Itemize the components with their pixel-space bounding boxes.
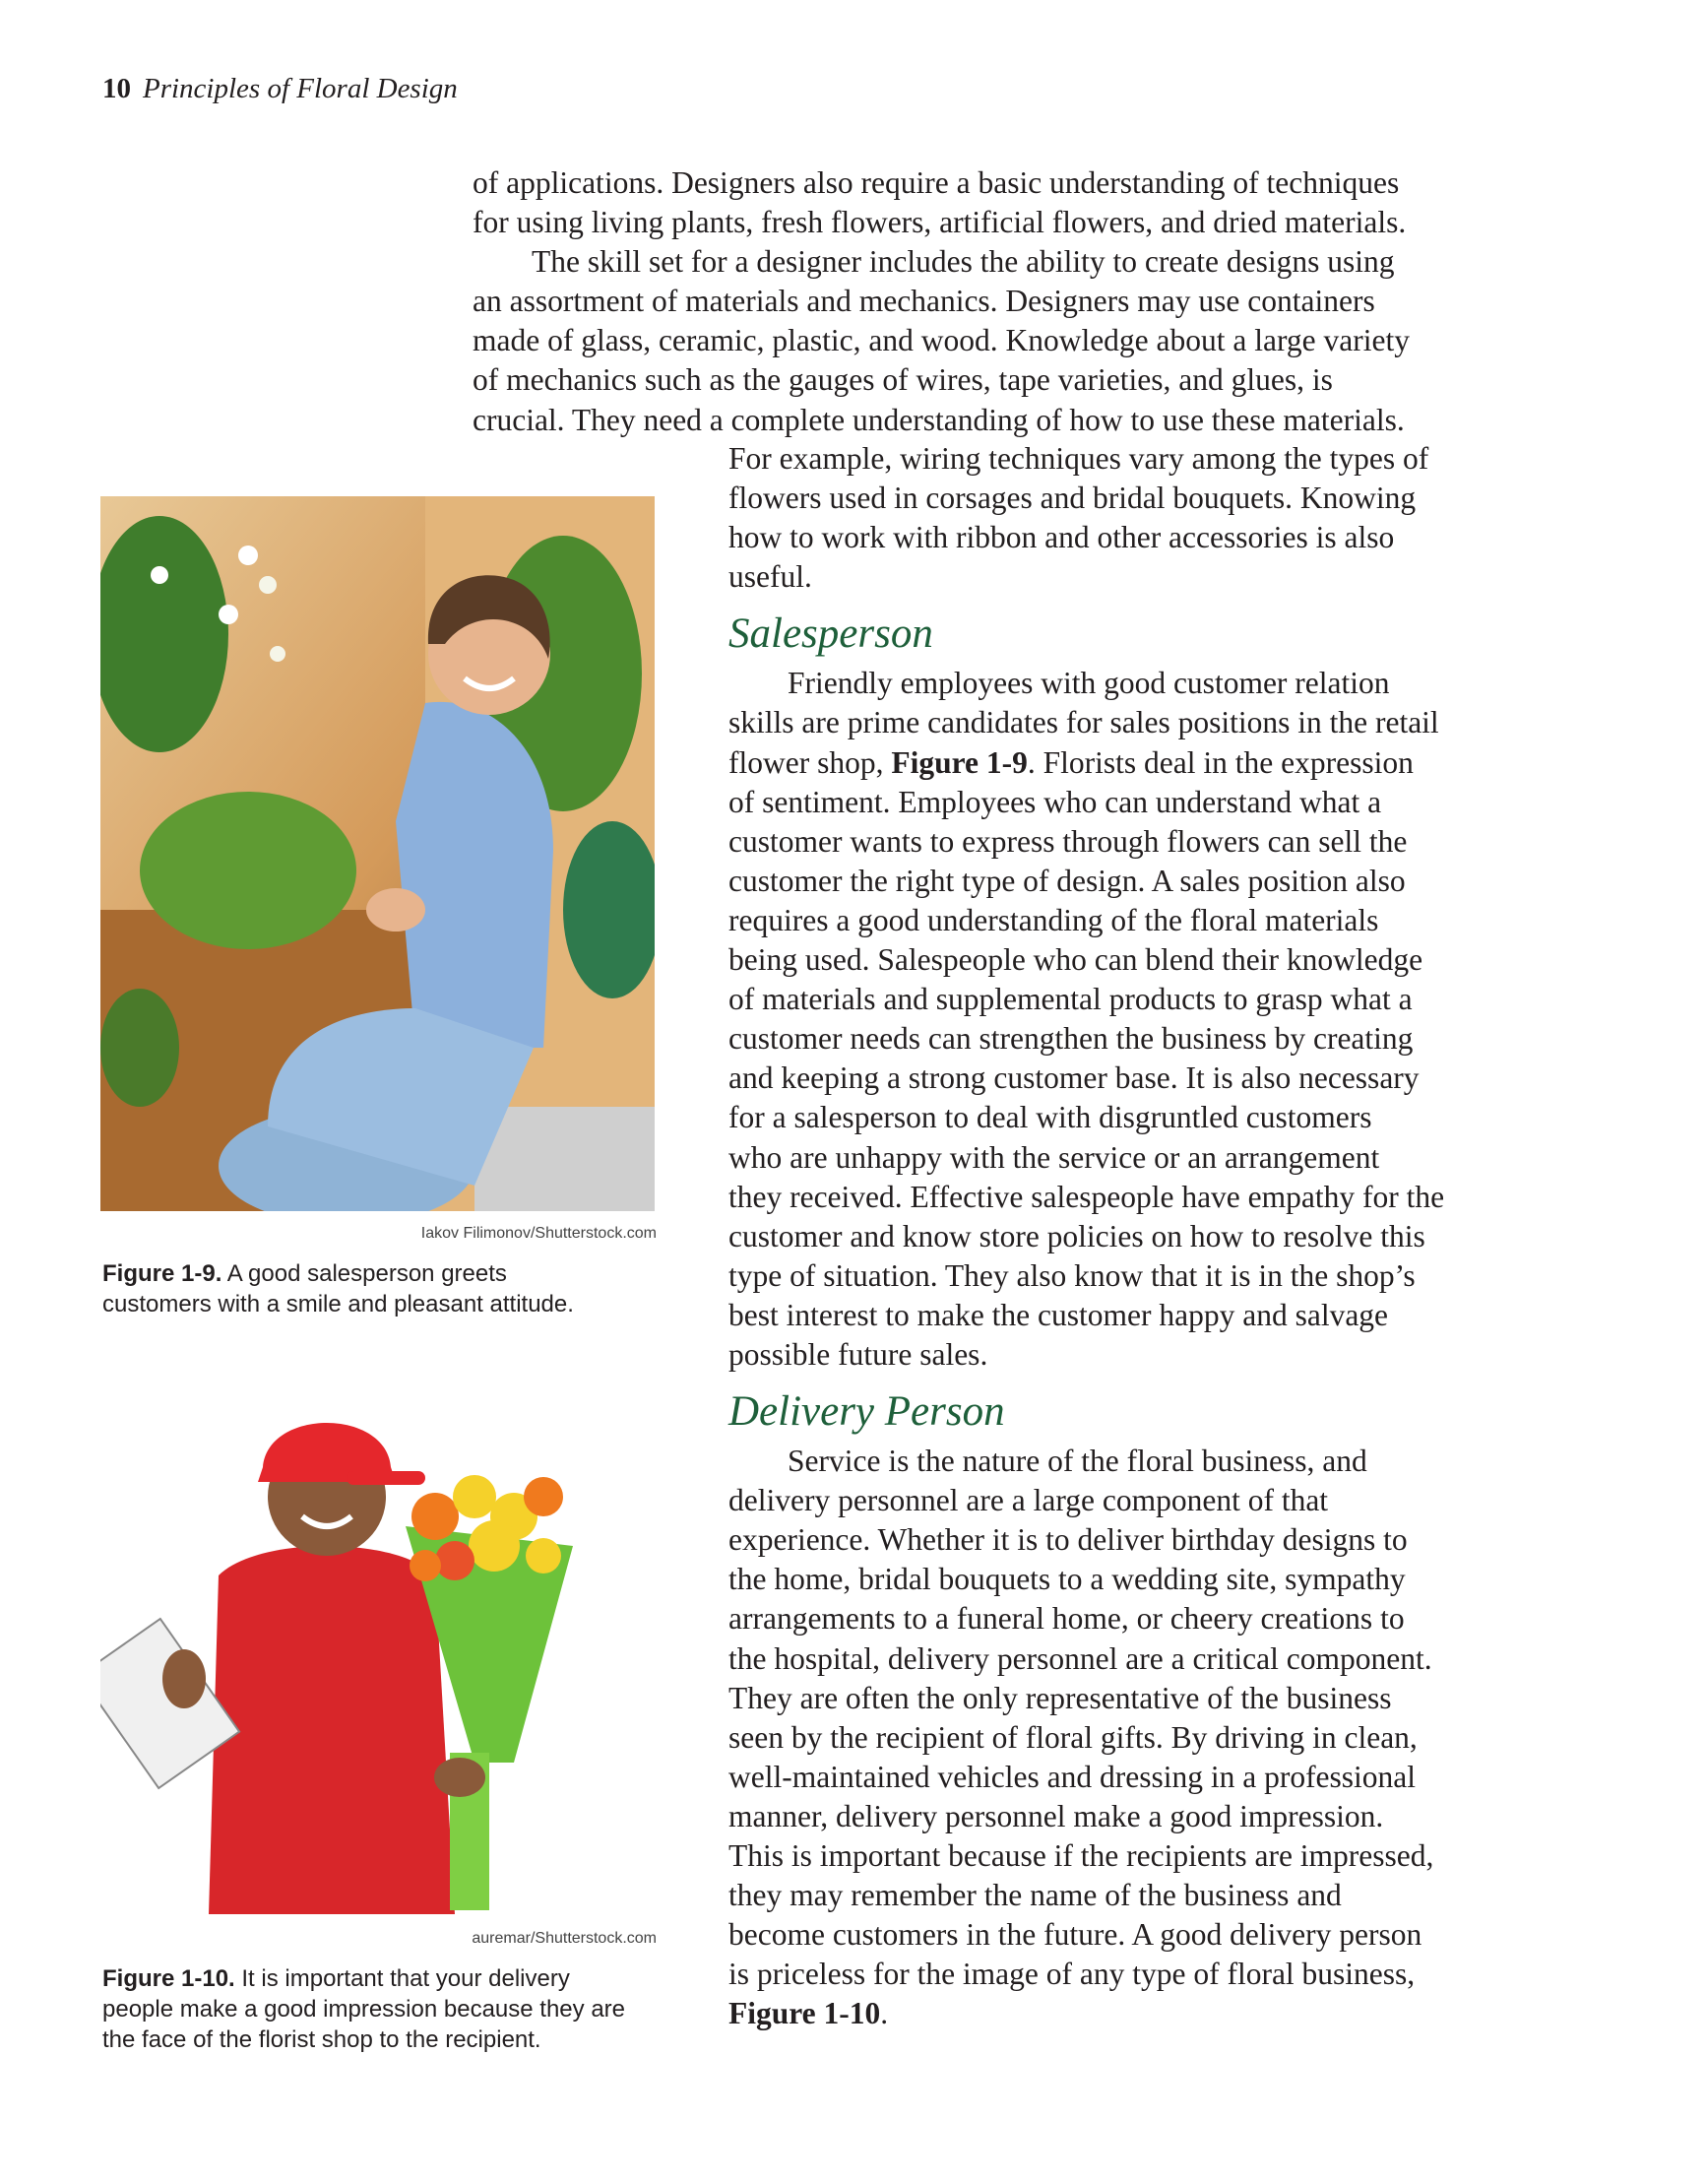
text-line: skills are prime candidates for sales positions in the retail xyxy=(728,705,1439,740)
intro-text xyxy=(473,163,1536,440)
text-line: who are unhappy with the service or an arrangement xyxy=(728,1139,1380,1175)
main-column xyxy=(728,439,1546,2033)
text-line: They are often the only representative of the business xyxy=(728,1680,1392,1715)
text-line: become customers in the future. A good delivery person xyxy=(728,1917,1422,1953)
figure-1-9-caption xyxy=(102,1258,693,1319)
text-line: seen by the recipient of floral gifts. By driving in clean, xyxy=(728,1719,1418,1755)
text-line: Friendly employees with good customer relation xyxy=(788,666,1390,701)
figure-1-10-photo xyxy=(100,1388,657,1914)
book-title: Principles of Floral Design xyxy=(143,73,458,104)
text-line: of materials and supplemental products to grasp what a xyxy=(728,982,1413,1017)
text-line: the hospital, delivery personnel are a critical component. xyxy=(728,1640,1432,1676)
text-line: customer needs can strengthen the business by creating xyxy=(728,1021,1414,1057)
text-line: for using living plants, fresh flowers, artificial flowers, and dried materials. xyxy=(473,205,1407,240)
text-line: of mechanics such as the gauges of wires, tape varieties, and glues, is xyxy=(473,362,1333,398)
text-line: and keeping a strong customer base. It is also necessary xyxy=(728,1060,1420,1096)
running-header xyxy=(102,73,458,105)
text-line: an assortment of materials and mechanics. Designers may use containers xyxy=(473,284,1375,319)
figure-1-9-photo xyxy=(100,496,655,1211)
text-line: how to work with ribbon and other accessories is also xyxy=(728,520,1395,555)
text-line: flowers used in corsages and bridal bouquets. Knowing xyxy=(728,481,1417,516)
text-line: made of glass, ceramic, plastic, and wood. Knowledge about a large variety xyxy=(473,323,1410,358)
text-line: possible future sales. xyxy=(728,1336,988,1372)
text-line: is priceless for the image of any type of floral business, xyxy=(728,1957,1416,1992)
text-line: This is important because if the recipients are impressed, xyxy=(728,1838,1434,1873)
text-line: Service is the nature of the floral business, and xyxy=(788,1444,1367,1479)
text-line: For example, wiring techniques vary among the types of xyxy=(728,441,1429,476)
text-line: arrangements to a funeral home, or cheery creations to xyxy=(728,1601,1405,1637)
text-line: the home, bridal bouquets to a wedding site, sympathy xyxy=(728,1562,1406,1597)
text-line xyxy=(728,1994,1546,2033)
figure-label: Figure 1-10. xyxy=(102,1965,235,1992)
figure-1-10-caption xyxy=(102,1963,713,2055)
text-line: crucial. They need a complete understanding of how to use these materials. xyxy=(473,402,1405,437)
text-line: requires a good understanding of the floral materials xyxy=(728,902,1379,937)
delivery-person-illustration xyxy=(100,1388,657,1914)
text-line: customer wants to express through flowers can sell the xyxy=(728,823,1408,859)
text-line: they received. Effective salespeople have empathy for the xyxy=(728,1179,1445,1214)
text-line: customer and know store policies on how to resolve this xyxy=(728,1218,1425,1253)
caption-text: customers with a smile and pleasant attitude. xyxy=(102,1291,574,1317)
text-line: of applications. Designers also require a basic understanding of techniques xyxy=(473,165,1400,200)
text-line: for a salesperson to deal with disgruntled customers xyxy=(728,1100,1372,1135)
figure-reference: Figure 1-10 xyxy=(728,1996,881,2031)
salesperson-illustration xyxy=(100,496,655,1211)
text-line: they may remember the name of the business and xyxy=(728,1878,1342,1913)
text-line xyxy=(728,743,1546,783)
text-run: flower shop, xyxy=(728,744,892,780)
figure-1-10-credit: auremar/Shutterstock.com xyxy=(472,1930,657,1947)
caption-text: It is important that your delivery xyxy=(234,1965,570,1992)
figure-reference: Figure 1-9 xyxy=(891,744,1028,780)
caption-text: A good salesperson greets xyxy=(221,1260,507,1287)
text-line: The skill set for a designer includes the ability to create designs using xyxy=(532,244,1395,280)
section-heading-delivery: Delivery Person xyxy=(728,1388,1005,1436)
text-line: being used. Salespeople who can blend their knowledge xyxy=(728,942,1423,978)
page-number: 10 xyxy=(102,73,131,104)
text-run: . Florists deal in the expression xyxy=(1027,744,1414,780)
text-line: delivery personnel are a large component of that xyxy=(728,1483,1329,1518)
text-line: best interest to make the customer happy and salvage xyxy=(728,1297,1389,1332)
text-line: type of situation. They also know that it is in the shop’s xyxy=(728,1257,1416,1293)
text-line: manner, delivery personnel make a good impression. xyxy=(728,1798,1384,1833)
text-line: customer the right type of design. A sales position also xyxy=(728,863,1406,898)
caption-text: people make a good impression because they are xyxy=(102,1996,625,2023)
text-line: well-maintained vehicles and dressing in a professional xyxy=(728,1759,1417,1794)
text-run: . xyxy=(880,1996,889,2031)
figure-1-9-credit: Iakov Filimonov/Shutterstock.com xyxy=(420,1225,657,1242)
figure-label: Figure 1-9. xyxy=(102,1260,222,1287)
text-line: of sentiment. Employees who can understand what a xyxy=(728,784,1382,819)
text-line: experience. Whether it is to deliver birthday designs to xyxy=(728,1522,1408,1558)
section-heading-salesperson: Salesperson xyxy=(728,610,933,658)
text-line: useful. xyxy=(728,559,812,595)
caption-text: the face of the florist shop to the recipient. xyxy=(102,2026,541,2053)
